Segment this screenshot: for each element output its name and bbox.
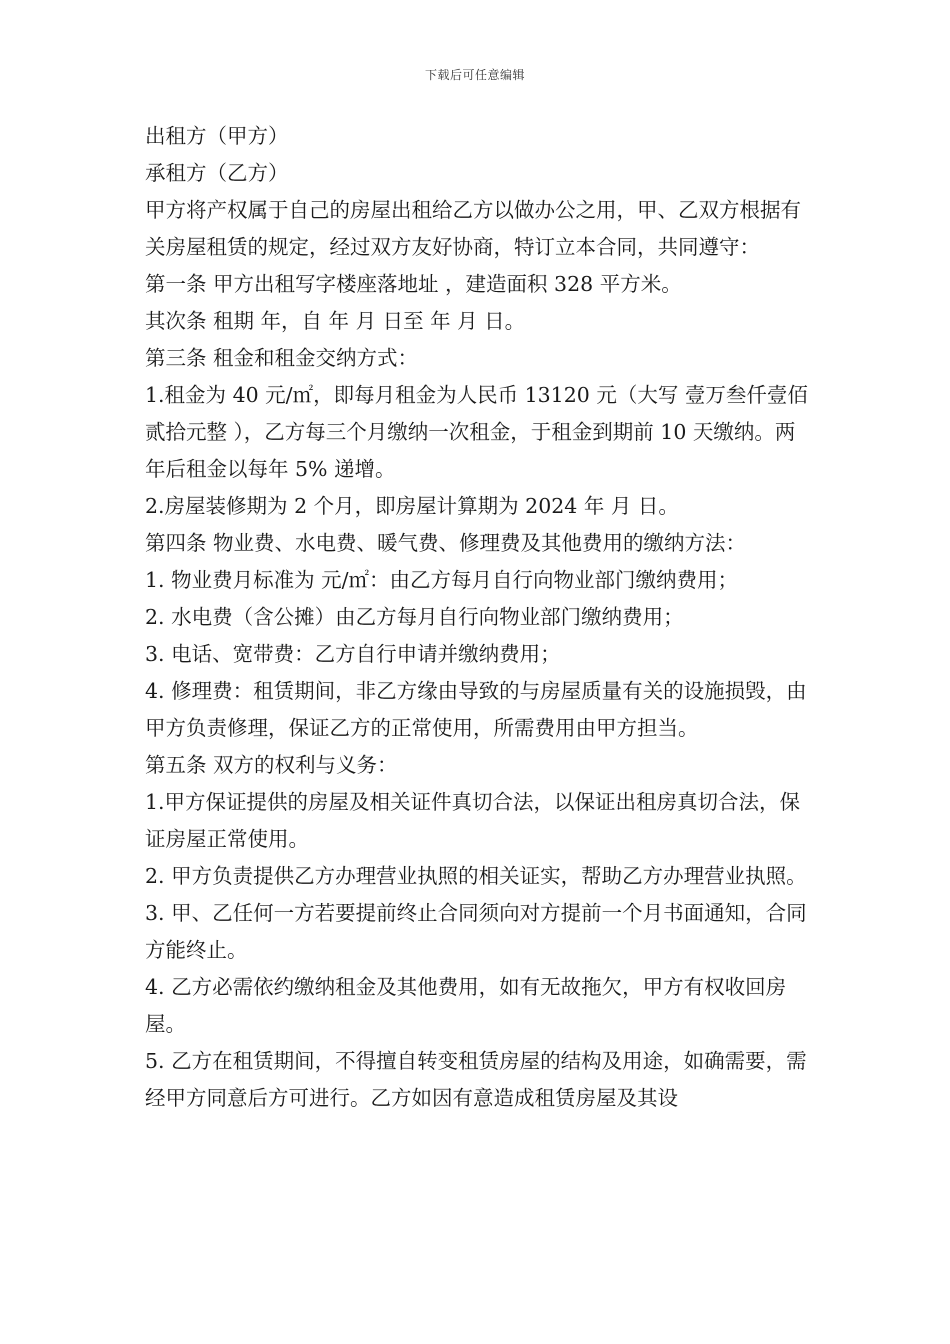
article-5-item-1: 1.甲方保证提供的房屋及相关证件真切合法，以保证出租房真切合法，保证房屋正常使用。 <box>145 790 801 851</box>
article-1: 第一条 甲方出租写字楼座落地址 ，建造面积 328 平方米。 <box>145 272 682 296</box>
article-4-item-1: 1. 物业费月标准为 元/㎡：由乙方每月自行向物业部门缴纳费用； <box>145 568 738 592</box>
article-5-item-4: 4. 乙方必需依约缴纳租金及其他费用，如有无故拖欠，甲方有权收回房屋。 <box>145 975 787 1036</box>
article-5-item-5: 5. 乙方在租赁期间，不得擅自转变租赁房屋的结构及用途，如确需要，需经甲方同意后方可进行。乙方如因有意造成租赁房屋及其设 <box>145 1049 807 1110</box>
article-4-item-2: 2. 水电费（含公摊）由乙方每月自行向物业部门缴纳费用； <box>145 605 684 629</box>
party-lessee: 承租方（乙方） <box>145 161 289 185</box>
preamble: 甲方将产权属于自己的房屋出租给乙方以做办公之用，甲、乙双方根据有关房屋租赁的规定，经过双方友好协商，特订立本合同，共同遵守： <box>145 198 801 259</box>
article-5-item-2: 2. 甲方负责提供乙方办理营业执照的相关证实，帮助乙方办理营业执照。 <box>145 864 807 888</box>
contract-body <box>145 118 815 1117</box>
article-5-heading: 第五条 双方的权利与义务： <box>145 753 398 777</box>
page-header-note: 下载后可任意编辑 <box>424 68 525 82</box>
article-3-heading: 第三条 租金和租金交纳方式： <box>145 346 419 370</box>
article-4-heading: 第四条 物业费、水电费、暖气费、修理费及其他费用的缴纳方法： <box>145 531 747 555</box>
article-3-item-2: 2.房屋装修期为 2 个月，即房屋计算期为 2024 年 月 日。 <box>145 494 679 518</box>
party-lessor: 出租方（甲方） <box>145 124 289 148</box>
article-4-item-4: 4. 修理费：租赁期间，非乙方缘由导致的与房屋质量有关的设施损毁，由甲方负责修理，保证乙方的正常使用，所需费用由甲方担当。 <box>145 679 807 740</box>
article-4-item-3: 3. 电话、宽带费：乙方自行申请并缴纳费用； <box>145 642 561 666</box>
article-5-item-3: 3. 甲、乙任何一方若要提前终止合同须向对方提前一个月书面通知，合同方能终止。 <box>145 901 807 962</box>
article-3-item-1: 1.租金为 40 元/㎡，即每月租金为人民币 13120 元（大写 壹万叁仟壹佰贰拾元整 ），乙方每三个月缴纳一次租金，于租金到期前 10 天缴纳。两年后租金以每年 5% 递增。 <box>145 383 808 481</box>
article-2: 其次条 租期 年，自 年 月 日至 年 月 日。 <box>145 309 526 333</box>
